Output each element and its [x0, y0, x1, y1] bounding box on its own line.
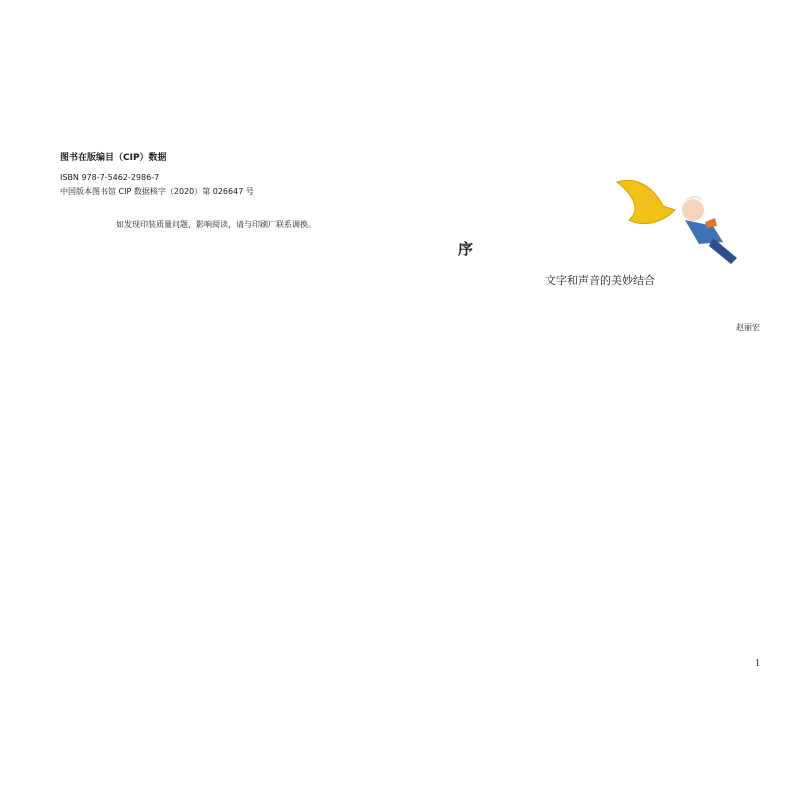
preface-author: 赵丽宏 [736, 323, 760, 332]
page-number: 1 [755, 658, 760, 669]
preface-heading: 序 [458, 240, 474, 258]
grandpa-face [682, 199, 704, 221]
cip-heading: 图书在版编目（CIP）数据 [60, 153, 167, 163]
grandpa-shirt [685, 220, 723, 244]
print-quality-notice: 如发现印装质量问题，影响阅读，请与印刷厂联系调换。 [116, 220, 316, 229]
preface-title: 文字和声音的美妙结合 [545, 274, 655, 287]
flying-grandpa-illustration [615, 176, 745, 268]
yellow-flag-shape [617, 180, 675, 223]
grandpa-legs [709, 238, 737, 264]
isbn-line: ISBN 978-7-5462-2986-7 [60, 173, 160, 182]
cip-record-number: 中国版本图书馆 CIP 数据核字（2020）第 026647 号 [60, 187, 254, 196]
grandpa-sleeve [705, 218, 717, 228]
preface-page [400, 0, 800, 800]
